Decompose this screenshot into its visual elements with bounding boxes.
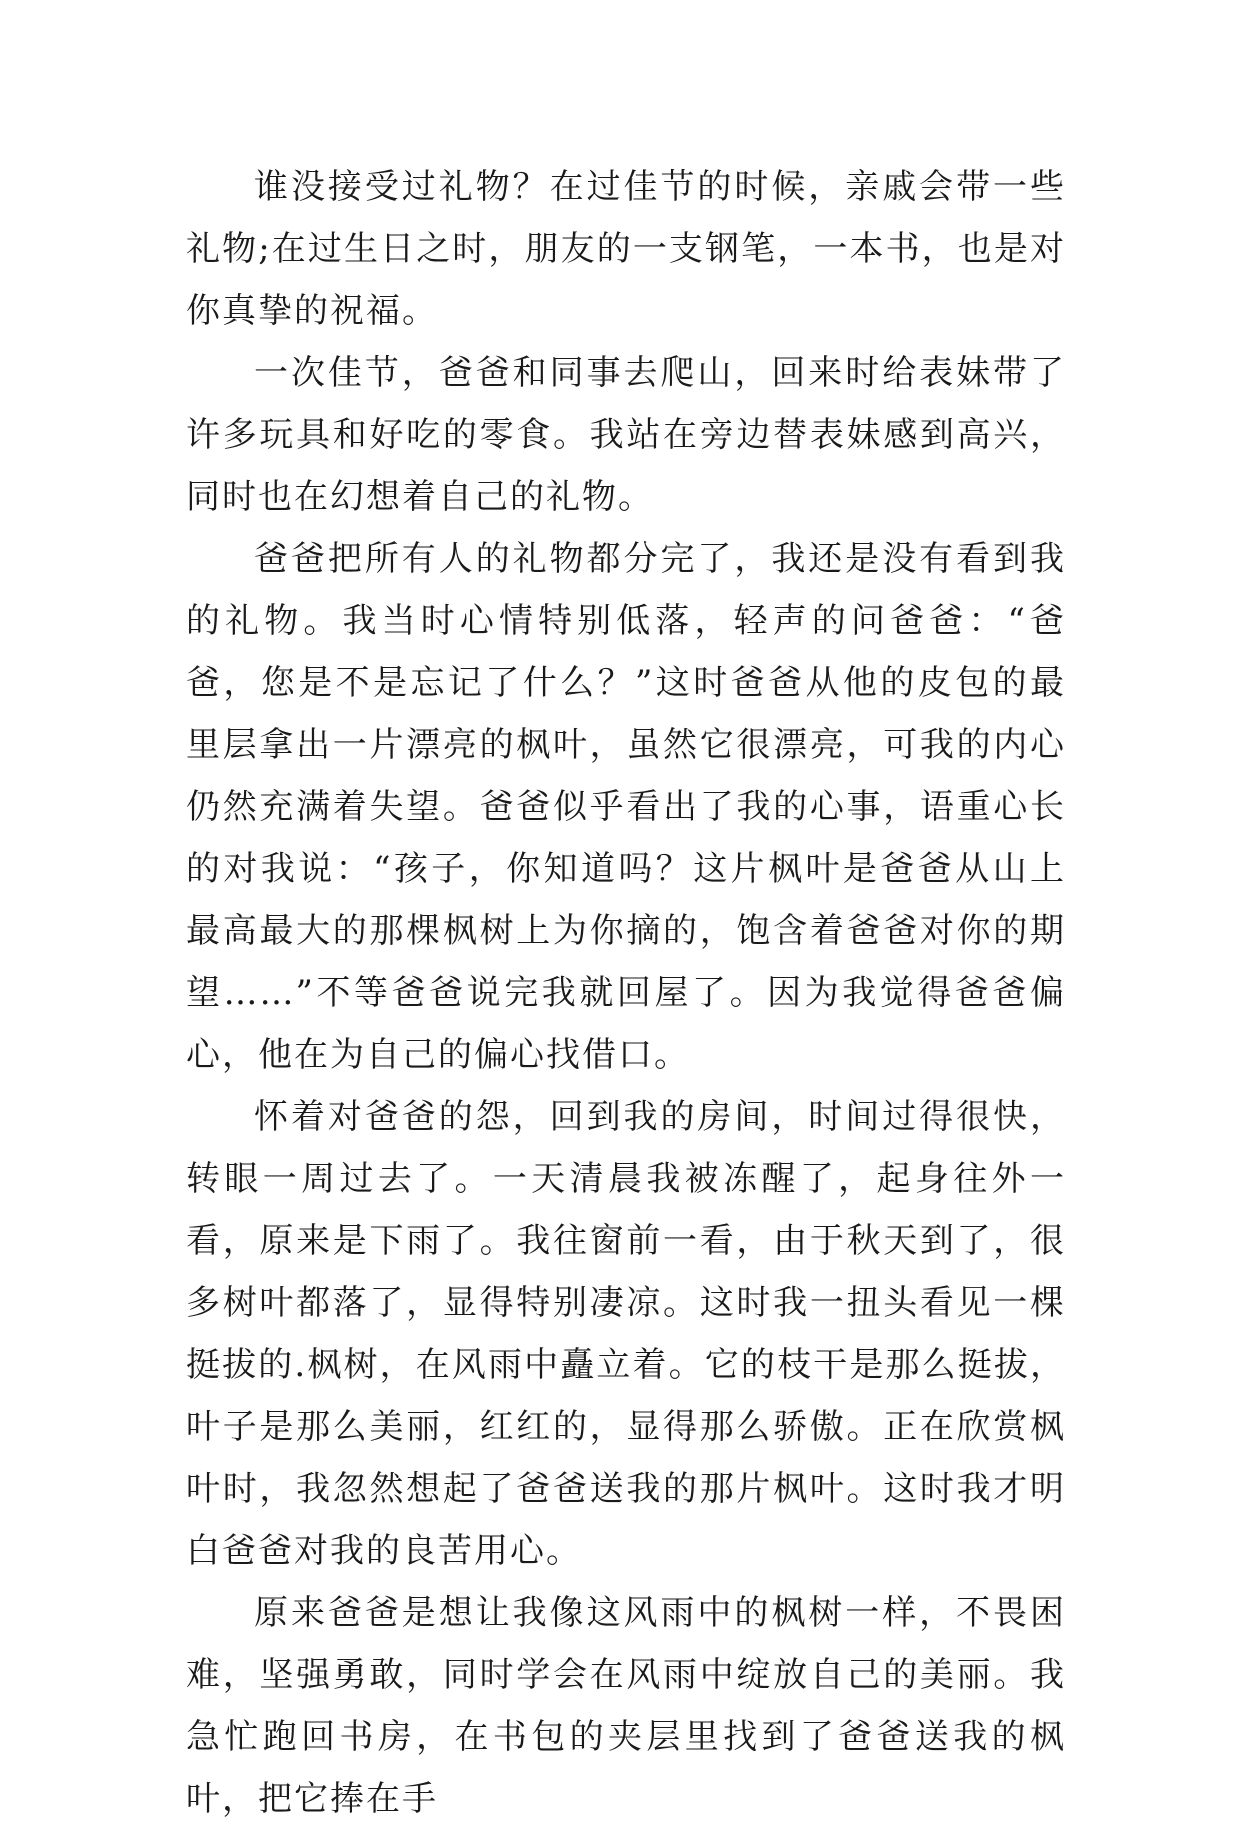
paragraph-4: 怀着对爸爸的怨，回到我的房间，时间过得很快，转眼一周过去了。一天清晨我被冻醒了，起身往外一看，原来是下雨了。我往窗前一看，由于秋天到了，很多树叶都落了，显得特别凄凉。这时我一扭头看见一棵挺拔的.枫树，在风雨中矗立着。它的枝干是那么挺拔，叶子是那么美丽，红红的，显得那么骄傲。正在欣赏枫叶时，我忽然想起了爸爸送我的那片枫叶。这时我才明白爸爸对我的良苦用心。: [186, 1097, 1066, 1571]
paragraph-3: 爸爸把所有人的礼物都分完了，我还是没有看到我的礼物。我当时心情特别低落，轻声的问爸爸：“爸爸，您是不是忘记了什么？”这时爸爸从他的皮包的最里层拿出一片漂亮的枫叶，虽然它很漂亮，可我的内心仍然充满着失望。爸爸似乎看出了我的心事，语重心长的对我说：“孩子，你知道吗？这片枫叶是爸爸从山上最高最大的那棵枫树上为你摘的，饱含着爸爸对你的期望……”不等爸爸说完我就回屋了。因为我觉得爸爸偏心，他在为自己的偏心找借口。: [186, 539, 1066, 1075]
paragraph-5: 原来爸爸是想让我像这风雨中的枫树一样，不畏困难，坚强勇敢，同时学会在风雨中绽放自己的美丽。我急忙跑回书房，在书包的夹层里找到了爸爸送我的枫叶，把它捧在手: [186, 1593, 1066, 1819]
essay-body: [186, 156, 1066, 1830]
paragraph-1: 谁没接受过礼物？在过佳节的时候，亲戚会带一些礼物;在过生日之时，朋友的一支钢笔，一本书，也是对你真挚的祝福。: [186, 167, 1066, 331]
paragraph-2: 一次佳节，爸爸和同事去爬山，回来时给表妹带了许多玩具和好吃的零食。我站在旁边替表妹感到高兴，同时也在幻想着自己的礼物。: [186, 353, 1066, 517]
